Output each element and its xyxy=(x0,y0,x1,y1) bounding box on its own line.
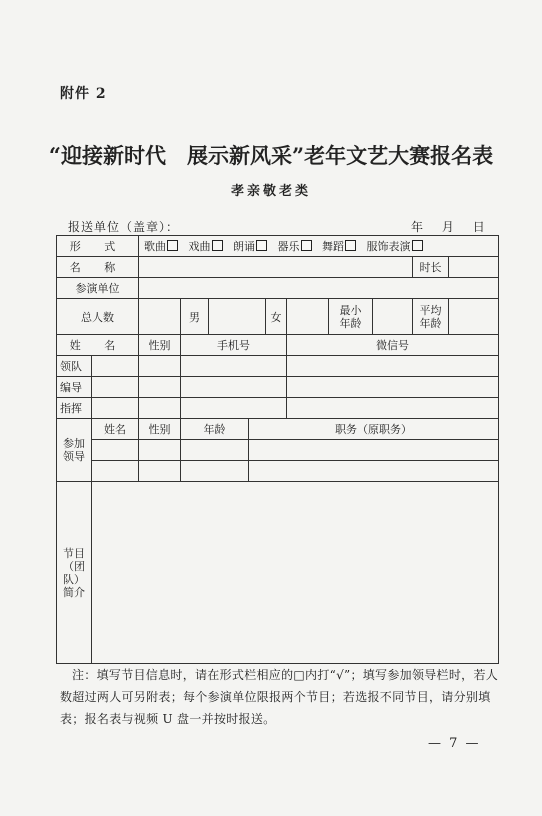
phone-column-header: 手机号 xyxy=(181,335,287,356)
avg-age-label: 平均年龄 xyxy=(413,299,449,335)
submitting-unit-label: 报送单位（盖章）： xyxy=(68,220,180,234)
leader-header-row xyxy=(57,419,499,440)
registration-form-table xyxy=(56,235,499,664)
option-instrumental[interactable]: 器乐 xyxy=(278,238,317,254)
performing-unit-field[interactable] xyxy=(139,278,499,299)
leader-row xyxy=(57,461,499,482)
program-intro-field[interactable] xyxy=(92,482,499,664)
team-leader-phone-field[interactable] xyxy=(181,356,287,377)
form-type-label: 形 式 xyxy=(57,236,139,257)
director-wechat-field[interactable] xyxy=(287,377,499,398)
conductor-label: 指挥 xyxy=(57,398,92,419)
day-label: 日 xyxy=(472,220,485,234)
conductor-phone-field[interactable] xyxy=(181,398,287,419)
form-note: 注：填写节目信息时，请在形式栏相应的□内打“√”；填写参加领导栏时，若人数超过两人可另附表；每个参演单位限报两个节目；若选报不同节目，请分别填表；报名表与视频 U 盘一并按时报送。 xyxy=(60,668,499,726)
form-title: “迎接新时代 展示新风采”老年文艺大赛报名表 xyxy=(48,143,494,168)
female-count-field[interactable] xyxy=(287,299,329,335)
avg-age-field[interactable] xyxy=(449,299,499,335)
conductor-name-field[interactable] xyxy=(92,398,139,419)
total-count-label: 总人数 xyxy=(57,299,139,335)
checkbox-instrumental[interactable] xyxy=(301,240,312,251)
leader-1-position-field[interactable] xyxy=(249,440,499,461)
duration-label: 时长 xyxy=(413,257,449,278)
option-recitation[interactable]: 朗诵 xyxy=(233,238,272,254)
leader-2-position-field[interactable] xyxy=(249,461,499,482)
member-header-row xyxy=(57,335,499,356)
team-leader-name-field[interactable] xyxy=(92,356,139,377)
male-count-field[interactable] xyxy=(209,299,266,335)
duration-field[interactable] xyxy=(449,257,499,278)
leader-row xyxy=(57,440,499,461)
date-line xyxy=(411,218,500,235)
leader-gender-header: 性别 xyxy=(139,419,181,440)
team-leader-gender-field[interactable] xyxy=(139,356,181,377)
leader-2-age-field[interactable] xyxy=(181,461,249,482)
page-number: — 7 — xyxy=(428,736,481,751)
female-label: 女 xyxy=(266,299,287,335)
team-leader-label: 领队 xyxy=(57,356,92,377)
program-name-label: 名 称 xyxy=(57,257,139,278)
checkbox-recitation[interactable] xyxy=(256,240,267,251)
program-name-field[interactable] xyxy=(139,257,413,278)
option-costume-show[interactable]: 服饰表演 xyxy=(367,238,428,254)
leader-age-header: 年龄 xyxy=(181,419,249,440)
conductor-row xyxy=(57,398,499,419)
checkbox-opera[interactable] xyxy=(212,240,223,251)
team-leader-wechat-field[interactable] xyxy=(287,356,499,377)
director-row xyxy=(57,377,499,398)
leader-2-name-field[interactable] xyxy=(92,461,139,482)
performing-unit-row xyxy=(57,278,499,299)
wechat-column-header: 微信号 xyxy=(287,335,499,356)
performing-unit-label: 参演单位 xyxy=(57,278,139,299)
month-label: 月 xyxy=(441,220,454,234)
director-phone-field[interactable] xyxy=(181,377,287,398)
program-intro-row xyxy=(57,482,499,664)
leader-name-header: 姓名 xyxy=(92,419,139,440)
team-leader-row xyxy=(57,356,499,377)
form-type-row xyxy=(57,236,499,257)
director-label: 编导 xyxy=(57,377,92,398)
option-opera[interactable]: 戏曲 xyxy=(189,238,228,254)
total-count-field[interactable] xyxy=(139,299,181,335)
gender-column-header: 性别 xyxy=(139,335,181,356)
form-type-options xyxy=(139,236,499,257)
director-name-field[interactable] xyxy=(92,377,139,398)
min-age-field[interactable] xyxy=(373,299,413,335)
leader-1-age-field[interactable] xyxy=(181,440,249,461)
program-name-row xyxy=(57,257,499,278)
director-gender-field[interactable] xyxy=(139,377,181,398)
attachment-label: 附件 2 xyxy=(60,86,107,102)
option-song[interactable]: 歌曲 xyxy=(144,238,183,254)
program-intro-label: 节目（团队）简介 xyxy=(57,482,92,664)
name-column-header: 姓 名 xyxy=(57,335,139,356)
headcount-row xyxy=(57,299,499,335)
option-dance[interactable]: 舞蹈 xyxy=(322,238,361,254)
leader-position-header: 职务（原职务） xyxy=(249,419,499,440)
leader-1-gender-field[interactable] xyxy=(139,440,181,461)
male-label: 男 xyxy=(181,299,209,335)
conductor-gender-field[interactable] xyxy=(139,398,181,419)
conductor-wechat-field[interactable] xyxy=(287,398,499,419)
checkbox-costume-show[interactable] xyxy=(412,240,423,251)
attending-leaders-label: 参加领导 xyxy=(57,419,92,482)
leader-2-gender-field[interactable] xyxy=(139,461,181,482)
form-subtitle: 孝亲敬老类 xyxy=(230,184,311,199)
checkbox-dance[interactable] xyxy=(345,240,356,251)
year-label: 年 xyxy=(411,220,424,234)
leader-1-name-field[interactable] xyxy=(92,440,139,461)
min-age-label: 最小年龄 xyxy=(329,299,373,335)
checkbox-song[interactable] xyxy=(167,240,178,251)
